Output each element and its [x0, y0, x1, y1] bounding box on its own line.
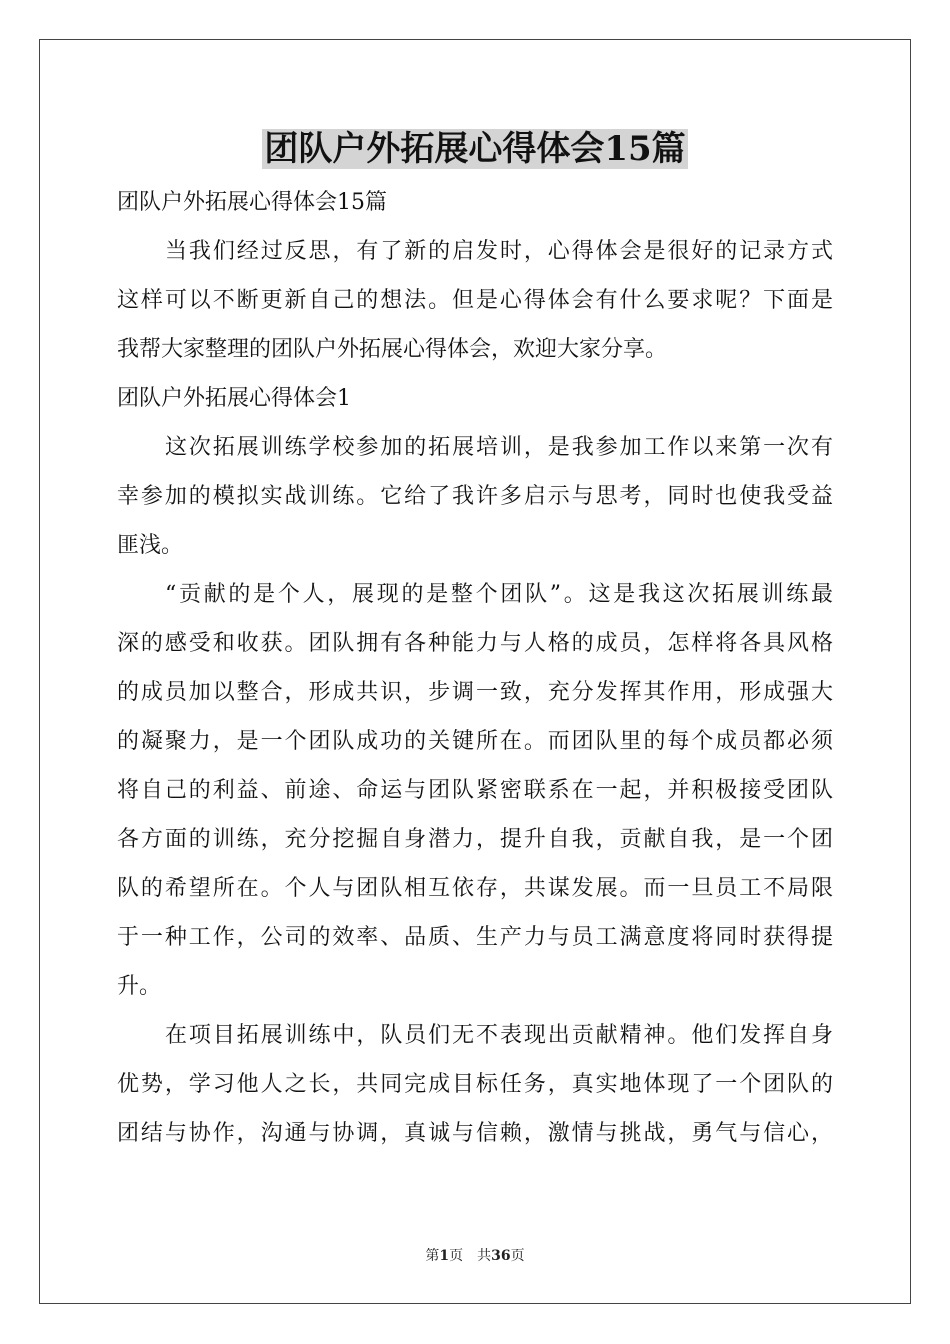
document-title-text: 团队户外拓展心得体会15篇: [264, 129, 686, 169]
paragraph-line: 幸参加的模拟实战训练。它给了我许多启示与思考，同时也使我受益: [117, 484, 833, 509]
paragraph-line: 在项目拓展训练中，队员们无不表现出贡献精神。他们发挥自身: [165, 1023, 833, 1048]
paragraph-line: 这次拓展训练学校参加的拓展培训，是我参加工作以来第一次有: [165, 435, 833, 460]
document-body: [117, 178, 833, 1158]
paragraph-line: 的凝聚力，是一个团队成功的关键所在。而团队里的每个成员都必须: [117, 729, 833, 754]
document-subtitle: 团队户外拓展心得体会15篇: [117, 190, 387, 215]
paragraph-line: 各方面的训练，充分挖掘自身潜力，提升自我，贡献自我，是一个团: [117, 827, 833, 852]
paragraph-line: 团结与协作，沟通与协调，真诚与信赖，激情与挑战，勇气与信心，: [117, 1121, 833, 1146]
page-total: 36: [491, 1248, 511, 1264]
page-suffix: 页: [510, 1248, 525, 1264]
body-paragraph-2: [117, 570, 833, 1011]
paragraph-line: 于一种工作，公司的效率、品质、生产力与员工满意度将同时获得提: [117, 925, 833, 950]
page-current: 1: [439, 1248, 450, 1264]
page-mid: 页 共: [449, 1248, 492, 1264]
body-paragraph-1: [117, 423, 833, 570]
page-footer: [0, 1246, 950, 1266]
document-title: [0, 124, 950, 174]
paragraph-line: 将自己的利益、前途、命运与团队紧密联系在一起，并积极接受团队: [117, 778, 833, 803]
paragraph-line: 匪浅。: [117, 533, 184, 558]
paragraph-line: 这样可以不断更新自己的想法。但是心得体会有什么要求呢？下面是: [117, 288, 833, 313]
body-paragraph-3: [117, 1011, 833, 1158]
paragraph-line: 的成员加以整合，形成共识，步调一致，充分发挥其作用，形成强大: [117, 680, 833, 705]
paragraph-line: 深的感受和收获。团队拥有各种能力与人格的成员，怎样将各具风格: [117, 631, 833, 656]
paragraph-line: 当我们经过反思，有了新的启发时，心得体会是很好的记录方式: [165, 239, 833, 264]
paragraph-line: 升。: [117, 974, 162, 999]
paragraph-line: 队的希望所在。个人与团队相互依存，共谋发展。而一旦员工不局限: [117, 876, 833, 901]
section-heading: 团队户外拓展心得体会1: [117, 386, 351, 411]
page-prefix: 第: [425, 1248, 440, 1264]
paragraph-line: 优势，学习他人之长，共同完成目标任务，真实地体现了一个团队的: [117, 1072, 833, 1097]
paragraph-line: 我帮大家整理的团队户外拓展心得体会，欢迎大家分享。: [117, 337, 668, 362]
paragraph-line: “贡献的是个人，展现的是整个团队”。这是我这次拓展训练最: [165, 582, 833, 607]
intro-paragraph: [117, 227, 833, 374]
